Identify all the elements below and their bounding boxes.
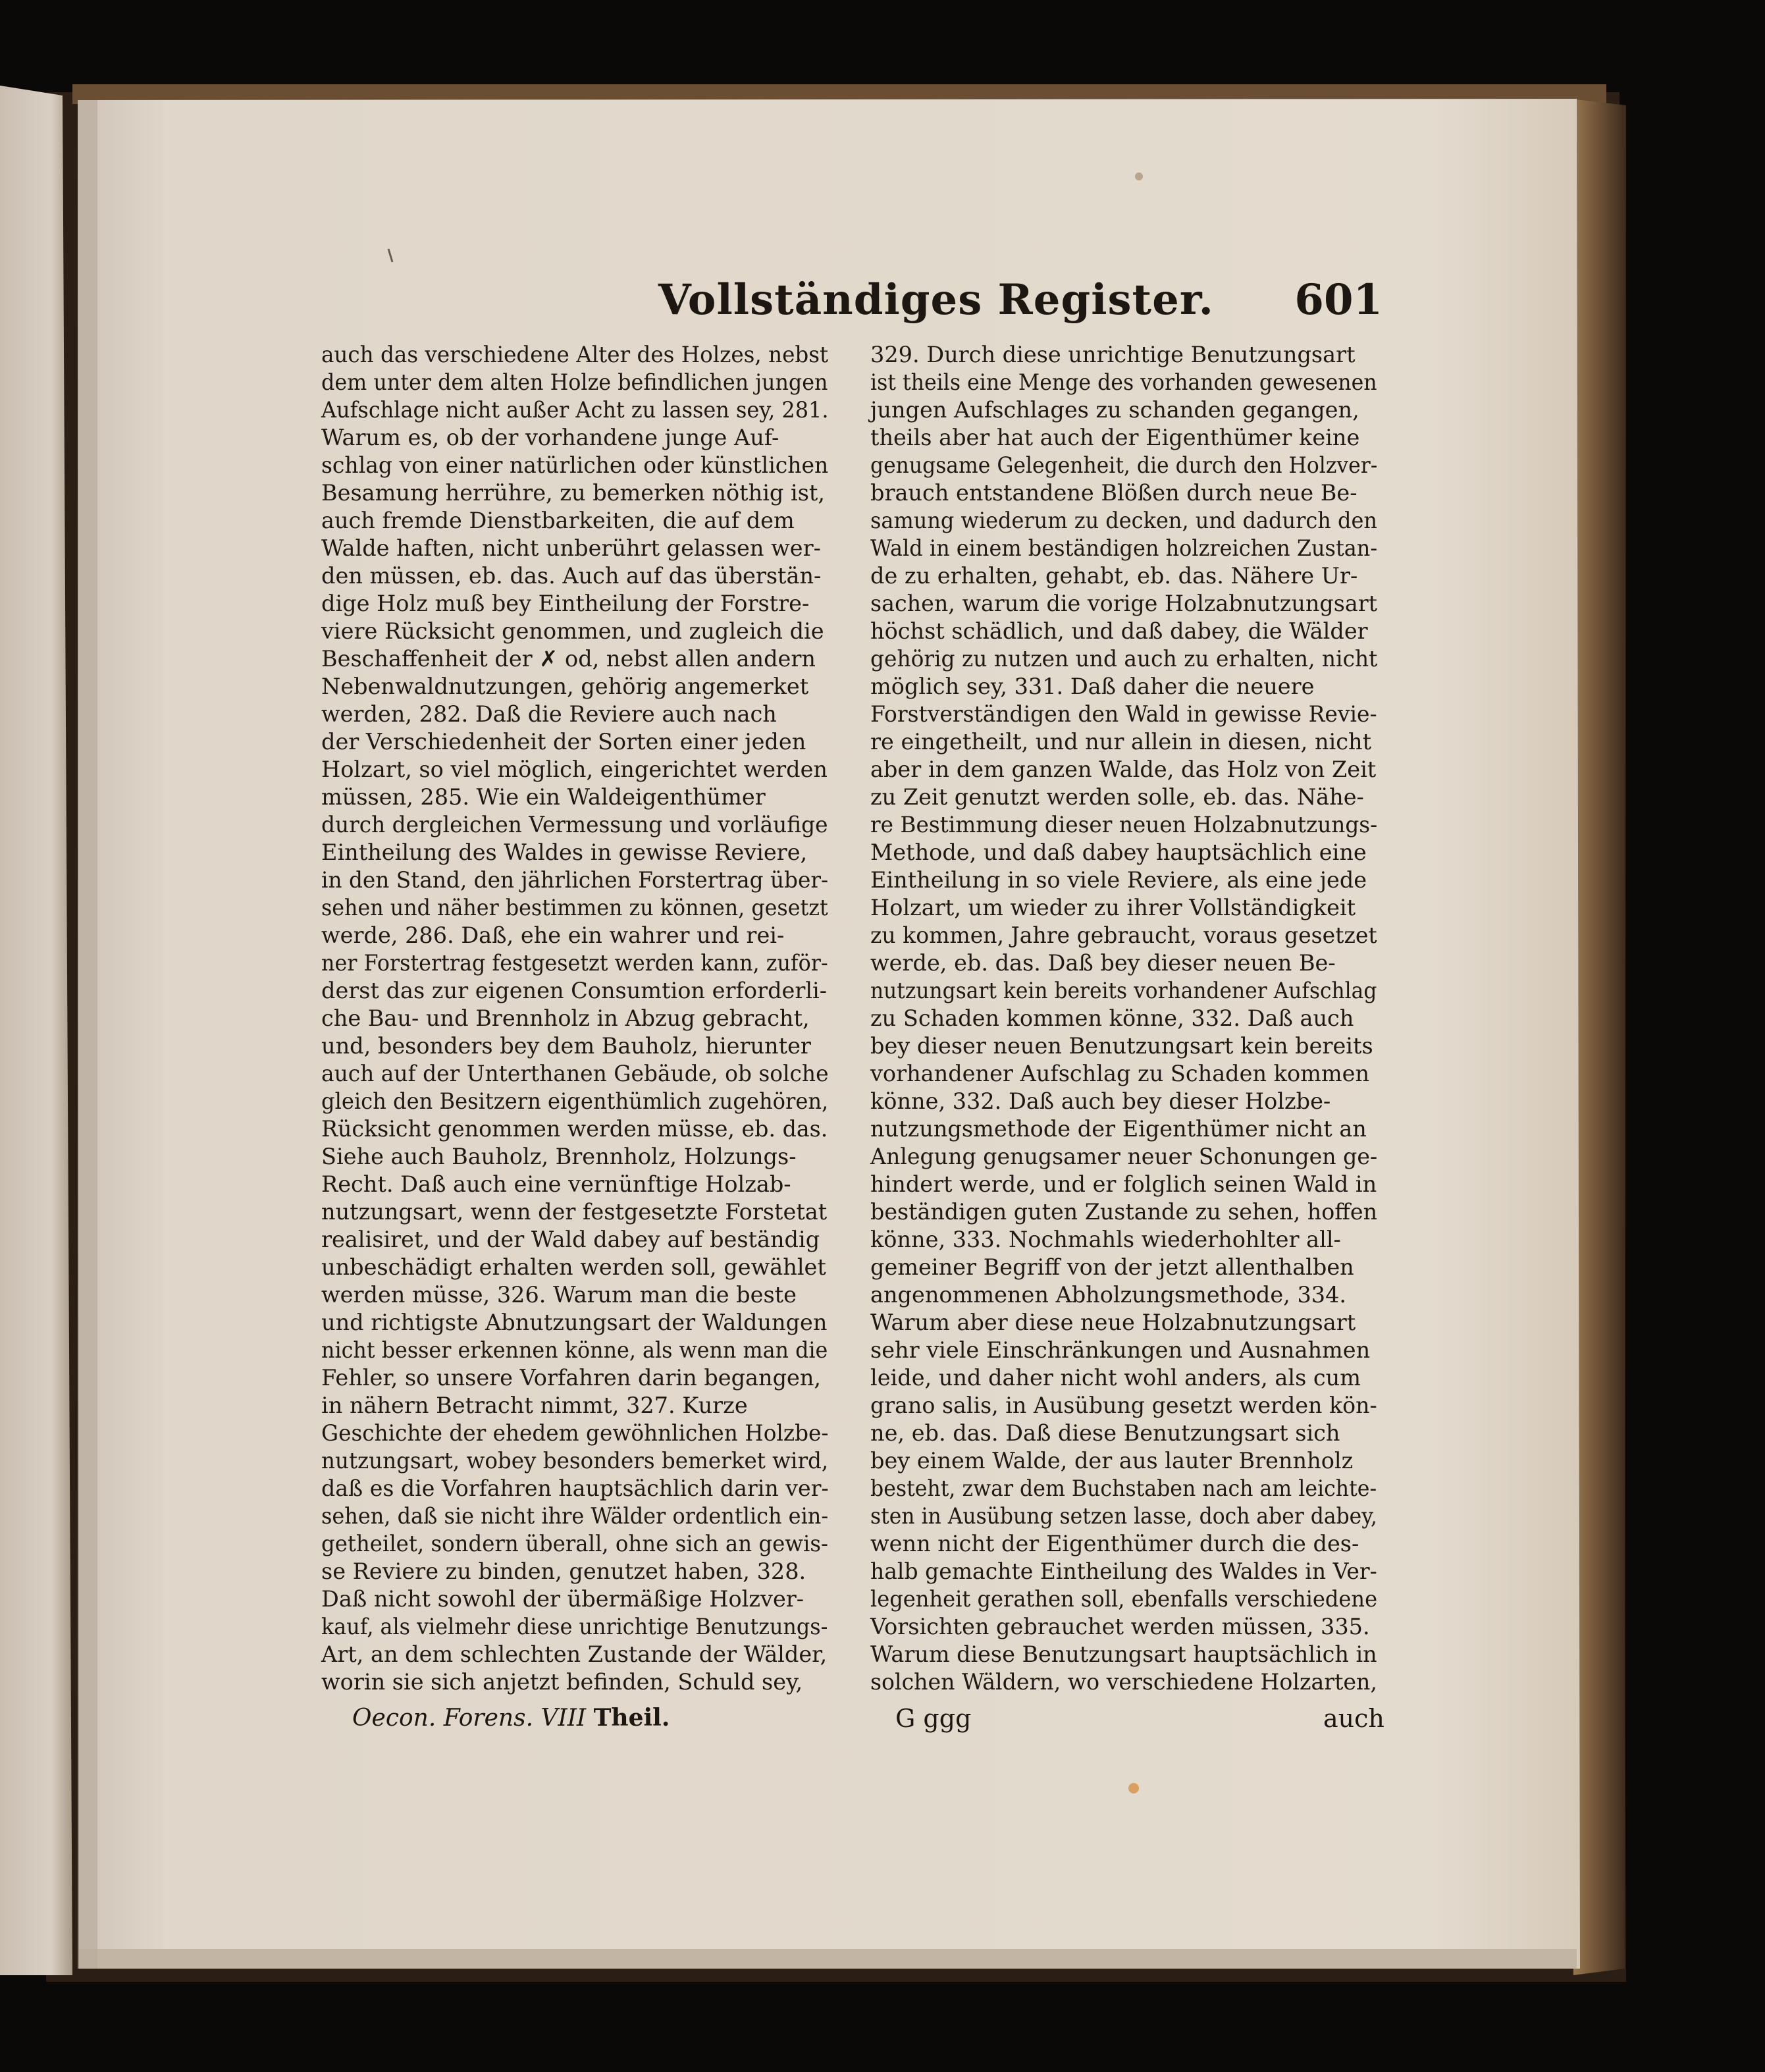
text-line: nicht besser erkennen könne, als wenn man die <box>321 1337 828 1363</box>
text-line: worin sie sich anjetzt befinden, Schuld sey, <box>321 1669 803 1695</box>
text-line: de zu erhalten, gehabt, eb. das. Nähere Ur- <box>870 563 1358 589</box>
text-line: samung wiederum zu decken, und dadurch den <box>870 508 1377 533</box>
text-line: nutzungsmethode der Eigenthümer nicht an <box>870 1116 1367 1142</box>
text-line: sachen, warum die vorige Holzabnutzungsart <box>870 591 1378 616</box>
text-line: Warum es, ob der vorhandene junge Auf- <box>321 425 779 450</box>
text-line: Holzart, um wieder zu ihrer Vollständigkeit <box>870 895 1356 920</box>
text-line: derst das zur eigenen Consumtion erforderli- <box>321 978 828 1003</box>
text-line: auch fremde Dienstbarkeiten, die auf dem <box>321 508 795 533</box>
text-line: angenommenen Abholzungsmethode, 334. <box>870 1282 1347 1308</box>
text-line: gemeiner Begriff von der jetzt allenthalben <box>870 1254 1354 1280</box>
text-line: sehen und näher bestimmen zu können, gesetzt <box>321 895 828 920</box>
text-line: brauch entstandene Blößen durch neue Be- <box>870 480 1357 506</box>
text-line: Daß nicht sowohl der übermäßige Holzver- <box>321 1586 804 1612</box>
text-line: leide, und daher nicht wohl anders, als cum <box>870 1365 1361 1391</box>
text-line: in nähern Betracht nimmt, 327. Kurze <box>321 1393 748 1418</box>
text-line: auch auf der Unterthanen Gebäude, ob solche <box>321 1061 829 1086</box>
text-line: Besamung herrühre, zu bemerken nöthig ist, <box>321 480 826 506</box>
text-line: kauf, als vielmehr diese unrichtige Benutzungs- <box>321 1614 828 1639</box>
text-line: schlag von einer natürlichen oder künstlichen <box>321 452 829 478</box>
imprint-line <box>352 1704 670 1732</box>
text-line: werden müsse, 326. Warum man die beste <box>321 1282 797 1308</box>
text-line: che Bau- und Brennholz in Abzug gebracht, <box>321 1005 810 1031</box>
text-line: dem unter dem alten Holze befindlichen jungen <box>321 369 828 395</box>
text-line: Warum diese Benutzungsart hauptsächlich in <box>870 1641 1377 1667</box>
left-facing-page <box>0 86 72 1975</box>
imprint-title: Oecon. Forens. <box>352 1705 534 1732</box>
text-line: solchen Wäldern, wo verschiedene Holzarten, <box>870 1669 1377 1695</box>
text-line: nutzungsart, wobey besonders bemerket wird, <box>321 1448 829 1474</box>
text-line: möglich sey, 331. Daß daher die neuere <box>870 674 1315 699</box>
text-line: auch das verschiedene Alter des Holzes, nebst <box>321 342 829 367</box>
text-line: werden, 282. Daß die Reviere auch nach <box>321 701 777 727</box>
imprint-part: Theil. <box>593 1704 670 1732</box>
text-line: Beschaffenheit der ✗ od, nebst allen andern <box>321 646 816 672</box>
text-line: gehörig zu nutzen und auch zu erhalten, nicht <box>870 646 1378 672</box>
text-line: viere Rücksicht genommen, und zugleich die <box>321 618 824 644</box>
text-line: se Reviere zu binden, genutzet haben, 328. <box>321 1558 806 1584</box>
text-line: sehr viele Einschränkungen und Ausnahmen <box>870 1337 1371 1363</box>
text-line: zu kommen, Jahre gebraucht, voraus gesetzet <box>870 922 1377 948</box>
text-line: beständigen guten Zustande zu sehen, hoffen <box>870 1199 1378 1225</box>
text-line: jungen Aufschlages zu schanden gegangen, <box>870 397 1359 423</box>
text-line: sten in Ausübung setzen lasse, doch aber dabey, <box>870 1503 1377 1529</box>
text-line: bey einem Walde, der aus lauter Brennholz <box>870 1448 1354 1474</box>
text-line: nutzungsart kein bereits vorhandener Aufschlag <box>870 978 1377 1003</box>
text-line: der Verschiedenheit der Sorten einer jeden <box>321 729 806 755</box>
text-line: ner Forstertrag festgesetzt werden kann, zuför- <box>321 950 828 976</box>
text-line: bey dieser neuen Benutzungsart kein bereits <box>870 1033 1373 1059</box>
text-line: Recht. Daß auch eine vernünftige Holzab- <box>321 1171 791 1197</box>
text-line: den müssen, eb. das. Auch auf das überstän- <box>321 563 822 589</box>
text-line: theils aber hat auch der Eigenthümer keine <box>870 425 1360 450</box>
page-title: Vollständiges Register. <box>658 275 1214 325</box>
text-line: werde, 286. Daß, ehe ein wahrer und rei- <box>321 922 785 948</box>
gutter-shadow <box>78 100 97 1969</box>
text-line: genugsame Gelegenheit, die durch den Holzver- <box>870 452 1378 478</box>
running-head <box>658 275 1383 348</box>
text-line: Art, an dem schlechten Zustande der Wälder, <box>321 1641 828 1667</box>
text-line: 329. Durch diese unrichtige Benutzungsart <box>870 342 1356 367</box>
text-line: Methode, und daß dabey hauptsächlich eine <box>870 839 1367 865</box>
imprint-volume: VIII <box>540 1705 587 1732</box>
text-line: wenn nicht der Eigenthümer durch die des- <box>870 1531 1359 1556</box>
text-line: Eintheilung in so viele Reviere, als eine jede <box>870 867 1367 893</box>
text-line: dige Holz muß bey Eintheilung der Forstre- <box>321 591 810 616</box>
text-line: legenheit gerathen soll, ebenfalls verschiedene <box>870 1586 1378 1612</box>
text-line: ne, eb. das. Daß diese Benutzungsart sich <box>870 1420 1340 1446</box>
text-line: vorhandener Aufschlag zu Schaden kommen <box>870 1061 1370 1086</box>
text-line: daß es die Vorfahren hauptsächlich darin ver- <box>321 1475 829 1501</box>
text-line: gleich den Besitzern eigenthümlich zugehören, <box>321 1088 829 1114</box>
text-line: Vorsichten gebrauchet werden müssen, 335. <box>870 1614 1370 1639</box>
text-line: Siehe auch Bauholz, Brennholz, Holzungs- <box>321 1144 797 1169</box>
text-line: realisiret, und der Wald dabey auf beständig <box>321 1227 820 1252</box>
left-column <box>321 341 828 1696</box>
text-line: getheilet, sondern überall, ohne sich an gewis- <box>321 1531 828 1556</box>
text-line: müssen, 285. Wie ein Waldeigenthümer <box>321 784 766 810</box>
text-line: ist theils eine Menge des vorhanden gewesenen <box>870 369 1377 395</box>
text-line: Wald in einem beständigen holzreichen Zustan- <box>870 535 1378 561</box>
text-line: zu Schaden kommen könne, 332. Daß auch <box>870 1005 1354 1031</box>
text-line: halb gemachte Eintheilung des Waldes in Ver- <box>870 1558 1377 1584</box>
text-line: Nebenwaldnutzungen, gehörig angemerket <box>321 674 809 699</box>
text-line: nutzungsart, wenn der festgesetzte Forstetat <box>321 1199 828 1225</box>
signature-mark: G ggg <box>895 1704 972 1733</box>
text-line: Walde haften, nicht unberührt gelassen wer- <box>321 535 821 561</box>
text-line: Rücksicht genommen werden müsse, eb. das. <box>321 1116 828 1142</box>
text-line: Forstverständigen den Wald in gewisse Revie- <box>870 701 1377 727</box>
text-line: unbeschädigt erhalten werden soll, gewählet <box>321 1254 826 1280</box>
bottom-page-edge <box>79 1949 1577 1969</box>
text-line: durch dergleichen Vermessung und vorläufige <box>321 812 828 837</box>
text-line: zu Zeit genutzt werden solle, eb. das. Nähe- <box>870 784 1364 810</box>
text-line: Warum aber diese neue Holzabnutzungsart <box>870 1310 1356 1335</box>
text-line: in den Stand, den jährlichen Forstertrag über- <box>321 867 829 893</box>
text-line: Holzart, so viel möglich, eingerichtet werden <box>321 757 828 782</box>
text-line: könne, 333. Nochmahls wiederhohlter all- <box>870 1227 1341 1252</box>
text-line: aber in dem ganzen Walde, das Holz von Zeit <box>870 757 1377 782</box>
right-column <box>870 341 1377 1696</box>
text-line: sehen, daß sie nicht ihre Wälder ordentlich ein- <box>321 1503 829 1529</box>
text-line: und richtigste Abnutzungsart der Waldungen <box>321 1310 828 1335</box>
stain <box>1128 1783 1139 1793</box>
text-line: Eintheilung des Waldes in gewisse Reviere, <box>321 839 808 865</box>
text-line: werde, eb. das. Daß bey dieser neuen Be- <box>870 950 1336 976</box>
text-line: Aufschlage nicht außer Acht zu lassen sey, 281. <box>321 397 829 423</box>
text-line: grano salis, in Ausübung gesetzt werden kön- <box>870 1393 1377 1418</box>
text-line: könne, 332. Daß auch bey dieser Holzbe- <box>870 1088 1331 1114</box>
text-line: Anlegung genugsamer neuer Schonungen ge- <box>870 1144 1378 1169</box>
text-line: re Bestimmung dieser neuen Holzabnutzungs- <box>870 812 1378 837</box>
text-line: und, besonders bey dem Bauholz, hierunter <box>321 1033 811 1059</box>
text-line: Fehler, so unsere Vorfahren darin begangen, <box>321 1365 822 1391</box>
text-line: re eingetheilt, und nur allein in diesen, nicht <box>870 729 1372 755</box>
text-line: höchst schädlich, und daß dabey, die Wälder <box>870 618 1368 644</box>
text-line: hindert werde, und er folglich seinen Wald in <box>870 1171 1377 1197</box>
catchword: auch <box>1323 1704 1384 1733</box>
text-line: Geschichte der ehedem gewöhnlichen Holzbe- <box>321 1420 829 1446</box>
text-line: besteht, zwar dem Buchstaben nach am leichte- <box>870 1475 1377 1501</box>
stain <box>1135 173 1143 180</box>
page-number: 601 <box>1294 275 1383 325</box>
